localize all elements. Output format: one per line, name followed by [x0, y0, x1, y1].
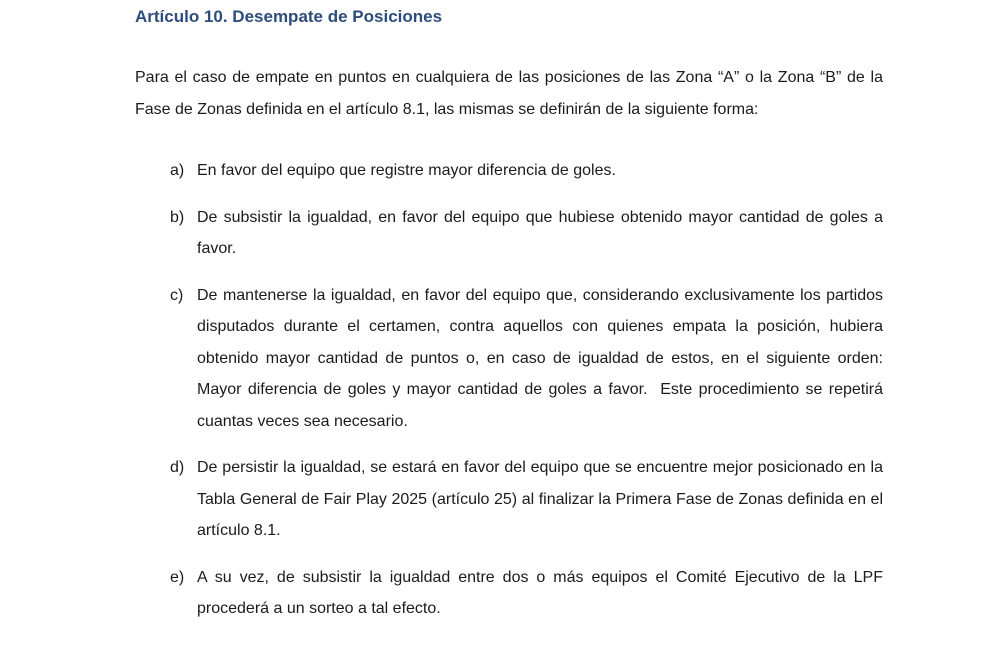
- criterion-text: De mantenerse la igualdad, en favor del equipo que, considerando exclusivamente los partidos disputados durante el certamen, contra aquellos con quienes empata la posición, hubiera obtenido mayor cantidad de puntos o, en caso de igualdad de estos, en el siguiente orden: Mayor diferencia de goles y mayor cantidad de goles a favor. Este procedimiento se repetirá cuantas veces sea necesario.: [197, 286, 888, 430]
- list-marker: b): [170, 208, 185, 226]
- criterion-text: De persistir la igualdad, se estará en favor del equipo que se encuentre mejor posicionado en la Tabla General de Fair Play 2025 (artículo 25) al finalizar la Primera Fase de Zonas definida en el artículo 8.1.: [197, 459, 883, 539]
- criterion-item-e: [170, 562, 883, 625]
- criterion-item-d: [170, 452, 883, 547]
- list-marker: e): [170, 568, 185, 586]
- tiebreak-criteria-list: [170, 155, 888, 625]
- list-marker: c): [170, 286, 184, 304]
- criterion-text: De subsistir la igualdad, en favor del equipo que hubiese obtenido mayor cantidad de goles a favor.: [197, 208, 883, 257]
- article-intro: Para el caso de empate en puntos en cualquiera de las posiciones de las Zona “A” o la Zona “B” de la Fase de Zonas definida en el artículo 8.1, las mismas se definirán de la siguiente forma:: [135, 69, 883, 118]
- criterion-text: En favor del equipo que registre mayor diferencia de goles.: [197, 162, 616, 179]
- article-heading: Artículo 10. Desempate de Posiciones: [135, 7, 443, 26]
- list-marker: d): [170, 459, 185, 476]
- criterion-text: A su vez, de subsistir la igualdad entre dos o más equipos el Comité Ejecutivo de la LPF procederá a un sorteo a tal efecto.: [197, 568, 883, 617]
- list-marker: a): [170, 162, 185, 179]
- criterion-item-c: [170, 280, 888, 438]
- criterion-item-a: [170, 155, 883, 187]
- criterion-item-b: [170, 202, 883, 265]
